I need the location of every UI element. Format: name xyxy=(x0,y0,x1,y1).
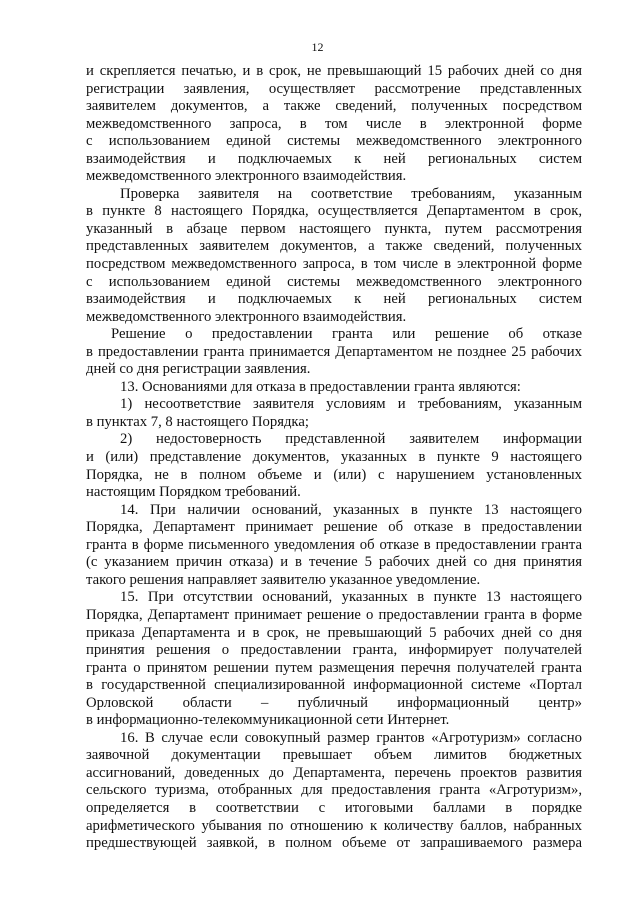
text-line: приказа Департамента и в срок, не превышающий 5 рабочих дней со дня xyxy=(86,624,582,641)
text-line: взаимодействия и подключаемых к ней региональных систем xyxy=(86,150,582,167)
text-line: Порядка, не в полном объеме и (или) с нарушением установленных xyxy=(86,466,582,483)
text-line: межведомственного электронного взаимодействия. xyxy=(86,308,407,325)
text-line: указанный в абзаце первом настоящего пункта, путем рассмотрения xyxy=(86,220,582,237)
text-line: арифметического убывания по отношению к количеству баллов, набранных xyxy=(86,817,582,834)
text-line: дней со дня регистрации заявления. xyxy=(86,361,311,378)
text-line: 13. Основаниями для отказа в предоставлении гранта являются: xyxy=(120,378,521,395)
text-line: 1) несоответствие заявителя условиям и требованиям, указанным xyxy=(120,396,582,413)
text-line: заявителем документов, а также сведений, полученных посредством xyxy=(86,98,582,115)
text-line: и скрепляется печатью, и в срок, не превышающий 15 рабочих дней со дня xyxy=(86,63,582,79)
text-line: Порядка, Департамент принимает решение об отказе в предоставлении xyxy=(86,519,582,536)
text-line: настоящим Порядком требований. xyxy=(86,484,301,501)
text-line: предшествующей заявкой, в полном объеме от запрашиваемого размера xyxy=(86,835,582,852)
text-line: в предоставлении гранта принимается Департаментом не позднее 25 рабочих xyxy=(86,343,582,360)
text-line: заявочной документации превышает объем лимитов бюджетных xyxy=(86,747,582,764)
text-line: принятия решения о предоставлении гранта, информирует получателей xyxy=(86,642,582,659)
text-line: 2) недостоверность представленной заявителем информации xyxy=(120,431,582,448)
page-number: 12 xyxy=(311,40,324,54)
text-line: и (или) представление документов, указанных в пункте 9 настоящего xyxy=(86,449,582,466)
text-line: регистрации заявления, осуществляет рассмотрение представленных xyxy=(86,80,582,97)
text-line: 16. В случае если совокупный размер грантов «Агротуризм» согласно xyxy=(120,729,582,746)
text-line: межведомственного электронного взаимодействия. xyxy=(86,168,407,185)
text-line: представленных заявителем документов, а также сведений, полученных xyxy=(86,238,582,255)
document-body xyxy=(86,63,582,853)
text-line: с использованием единой системы межведомственного электронного xyxy=(86,273,582,290)
text-line: сельского туризма, отобранных для предоставления гранта «Агротуризм», xyxy=(86,782,582,799)
text-line: гранта о принятом решении путем размещения перечня получателей гранта xyxy=(86,659,582,676)
text-line: ассигнований, доведенных до Департамента, перечень проектов развития xyxy=(86,764,582,781)
text-line: 15. При отсутствии оснований, указанных в пункте 13 настоящего xyxy=(120,589,582,606)
text-line: Проверка заявителя на соответствие требованиям, указанным xyxy=(120,185,582,202)
text-line: 14. При наличии оснований, указанных в пункте 13 настоящего xyxy=(120,501,582,518)
text-line: в пунктах 7, 8 настоящего Порядка; xyxy=(86,413,309,430)
text-line: с использованием единой системы межведомственного электронного xyxy=(86,133,582,150)
text-line: в государственной специализированной информационной системе «Портал xyxy=(86,677,582,694)
text-line: в информационно-телекоммуникационной сети Интернет. xyxy=(86,712,450,729)
text-line: межведомственного запроса, в том числе в электронной форме xyxy=(86,115,582,132)
text-line: Решение о предоставлении гранта или решение об отказе xyxy=(111,326,582,343)
text-line: такого решения направляет заявителю указанное уведомление. xyxy=(86,571,481,588)
text-line: посредством межведомственного запроса, в том числе в электронной форме xyxy=(86,256,582,273)
text-line: определяется в соответствии с итоговыми баллами в порядке xyxy=(86,799,582,816)
text-line: взаимодействия и подключаемых к ней региональных систем xyxy=(86,291,582,308)
text-line: гранта в форме письменного уведомления об отказе в предоставлении гранта xyxy=(86,536,582,553)
text-line: Порядка, Департамент принимает решение о предоставлении гранта в форме xyxy=(86,606,582,623)
text-line: Орловской области – публичный информационный центр» xyxy=(86,694,582,711)
text-line: в пункте 8 настоящего Порядка, осуществляется Департаментом в срок, xyxy=(86,203,582,220)
text-line: (с указанием причин отказа) и в течение 5 рабочих дней со дня принятия xyxy=(86,554,582,571)
